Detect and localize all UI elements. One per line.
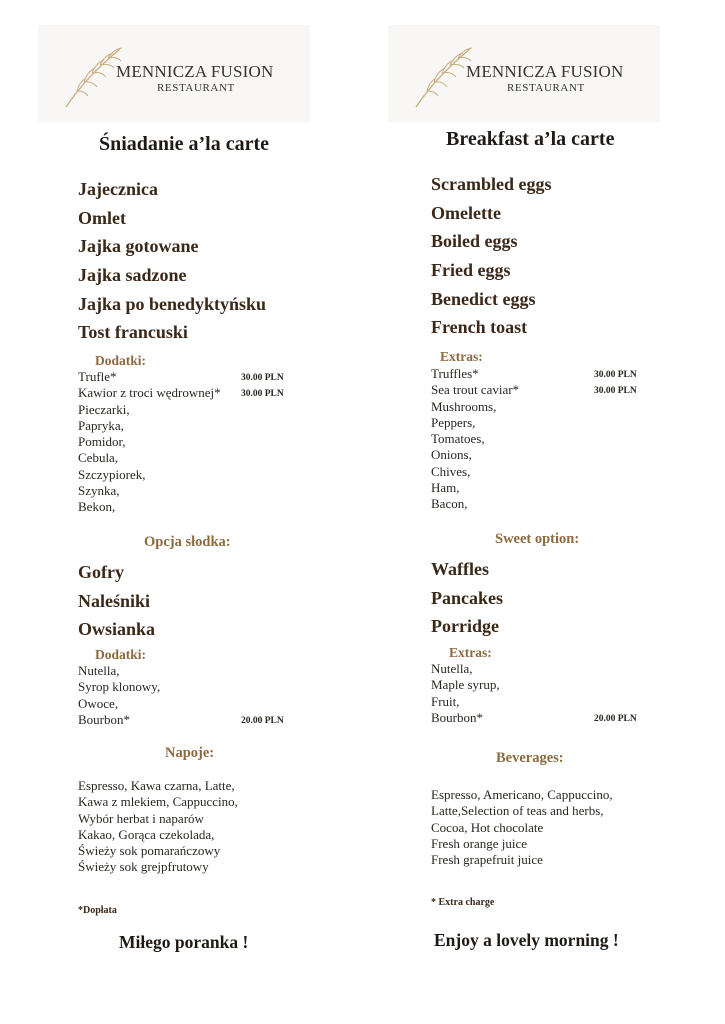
extra-name: Szczypiorek, — [78, 466, 146, 482]
extra-name: Onions, — [431, 447, 472, 463]
extra-price: 30.00 PLN — [241, 389, 284, 400]
extra-item — [431, 447, 646, 463]
extra-name: Ham, — [431, 480, 460, 496]
extra-price: 20.00 PLN — [594, 713, 637, 724]
dish-item: Owsianka — [78, 619, 156, 640]
extra-price: 30.00 PLN — [594, 386, 637, 397]
extra-name: Maple syrup, — [431, 677, 500, 693]
extra-name: Truffles* — [431, 366, 479, 381]
extra-item — [78, 499, 293, 515]
extra-name: Kawior z troci wędrownej* — [78, 385, 221, 401]
extra-item — [431, 480, 646, 496]
extras-label: Dodatki: — [95, 353, 147, 368]
extra-name: Pieczarki, — [78, 401, 130, 417]
extra-name: Nutella, — [78, 663, 120, 678]
extra-name: Szynka, — [78, 483, 120, 499]
extra-name: Cebula, — [78, 450, 119, 466]
restaurant-name: MENNICZA FUSION — [116, 62, 274, 81]
beverage-item: Fresh grapefruit juice — [431, 852, 543, 868]
extra-item — [431, 399, 646, 415]
extra-item — [431, 415, 646, 431]
extra-name: Chives, — [431, 463, 471, 479]
extra-item — [431, 366, 646, 382]
beverage-item: Kakao, Gorąca czekolada, — [78, 826, 215, 842]
extra-item — [78, 402, 293, 418]
sweet-extras-list — [431, 661, 646, 726]
restaurant-logo — [388, 25, 660, 122]
beverage-item: Espresso, Kawa czarna, Latte, — [78, 778, 235, 793]
extra-item — [78, 418, 293, 434]
extra-item — [431, 464, 646, 480]
beverage-item: Cocoa, Hot chocolate — [431, 819, 544, 835]
extra-name: Sea trout caviar* — [431, 382, 520, 398]
dish-item: Scrambled eggs — [431, 174, 552, 194]
dish-item: Jajka gotowane — [78, 236, 199, 257]
extras-label: Extras: — [440, 349, 483, 364]
beverages-label: Napoje: — [165, 745, 215, 761]
menu-title: Śniadanie a’la carte — [99, 133, 269, 155]
menu-column-polish — [38, 0, 338, 952]
dish-item: French toast — [431, 317, 528, 338]
extra-item — [78, 385, 293, 401]
menu-column-english — [388, 0, 688, 950]
wheat-icon — [414, 43, 474, 109]
extras-list — [431, 366, 646, 513]
beverages-list — [78, 778, 238, 876]
extra-item — [78, 467, 293, 483]
extra-name: Papryka, — [78, 417, 124, 433]
beverages-label: Beverages: — [496, 750, 564, 766]
extra-item — [431, 694, 646, 710]
extra-item — [78, 696, 293, 712]
dish-item: Boiled eggs — [431, 231, 518, 252]
extra-name: Bekon, — [78, 499, 116, 515]
extra-item — [78, 434, 293, 450]
dish-item: Jajecznica — [78, 179, 158, 199]
extra-item — [431, 710, 646, 726]
extra-name: Syrop klonowy, — [78, 679, 161, 695]
extra-item — [431, 382, 646, 398]
extras-list — [78, 369, 293, 516]
sweet-extras-label: Dodatki: — [95, 647, 147, 662]
dish-item: Jajka po benedyktyńsku — [78, 293, 267, 314]
beverage-item: Kawa z mlekiem, Cappuccino, — [78, 794, 238, 810]
extra-price: 30.00 PLN — [241, 373, 284, 383]
egg-dishes-list — [78, 175, 266, 347]
extra-name: Bacon, — [431, 496, 468, 512]
extra-item — [78, 712, 293, 728]
sweet-option-label: Opcja słodka: — [144, 534, 231, 550]
extra-name: Pomidor, — [78, 434, 126, 450]
beverage-item: Latte,Selection of teas and herbs, — [431, 803, 604, 819]
extra-item — [431, 431, 646, 447]
extra-name: Fruit, — [431, 693, 460, 709]
restaurant-subtitle: RESTAURANT — [507, 82, 585, 94]
dish-item: Naleśniki — [78, 590, 151, 611]
dish-item: Gofry — [78, 562, 124, 582]
dish-item: Fried eggs — [431, 260, 511, 281]
extra-item — [431, 661, 646, 677]
dish-item: Waffles — [431, 559, 489, 579]
dish-item: Pancakes — [431, 587, 503, 608]
beverage-item: Fresh orange juice — [431, 835, 528, 851]
restaurant-logo — [38, 25, 310, 122]
extra-name: Tomatoes, — [431, 431, 485, 447]
dish-item: Omelette — [431, 202, 501, 223]
sweet-option-label: Sweet option: — [495, 531, 580, 547]
extra-name: Bourbon* — [78, 711, 130, 727]
sweet-dishes-list — [431, 555, 503, 641]
extra-item — [78, 679, 293, 695]
extra-name: Nutella, — [431, 661, 473, 676]
beverages-list — [431, 787, 613, 868]
greeting: Enjoy a lovely morning ! — [434, 930, 619, 950]
surcharge-note: * Extra charge — [431, 897, 495, 908]
menu-title: Breakfast a’la carte — [446, 128, 615, 150]
dish-item: Omlet — [78, 207, 126, 228]
beverage-item: Świeży sok pomarańczowy — [78, 843, 221, 859]
sweet-extras-label: Extras: — [449, 645, 492, 660]
dish-item: Tost francuski — [78, 322, 188, 343]
dish-item: Porridge — [431, 616, 499, 637]
dish-item: Jajka sadzone — [78, 265, 187, 286]
extra-name: Mushrooms, — [431, 398, 497, 414]
surcharge-note: *Dopłata — [78, 905, 117, 916]
extra-name: Trufle* — [78, 369, 117, 384]
extra-price: 20.00 PLN — [241, 715, 284, 726]
extra-item — [78, 483, 293, 499]
dish-item: Benedict eggs — [431, 288, 536, 309]
extra-item — [78, 369, 293, 385]
beverage-item: Świeży sok grejpfrutowy — [78, 859, 209, 875]
restaurant-name: MENNICZA FUSION — [466, 62, 624, 81]
sweet-dishes-list — [78, 558, 155, 644]
extra-item — [78, 450, 293, 466]
beverage-item: Espresso, Americano, Cappuccino, — [431, 787, 613, 802]
sweet-extras-list — [78, 663, 293, 728]
extra-price: 30.00 PLN — [594, 370, 637, 380]
extra-item — [78, 663, 293, 679]
egg-dishes-list — [431, 170, 552, 342]
restaurant-subtitle: RESTAURANT — [157, 82, 235, 94]
wheat-icon — [64, 43, 124, 109]
beverage-item: Wybór herbat i naparów — [78, 810, 204, 826]
extra-name: Owoce, — [78, 695, 119, 711]
extra-name: Peppers, — [431, 414, 476, 430]
extra-name: Bourbon* — [431, 709, 483, 725]
extra-item — [431, 677, 646, 693]
greeting: Miłego poranka ! — [119, 932, 249, 952]
extra-item — [431, 496, 646, 512]
